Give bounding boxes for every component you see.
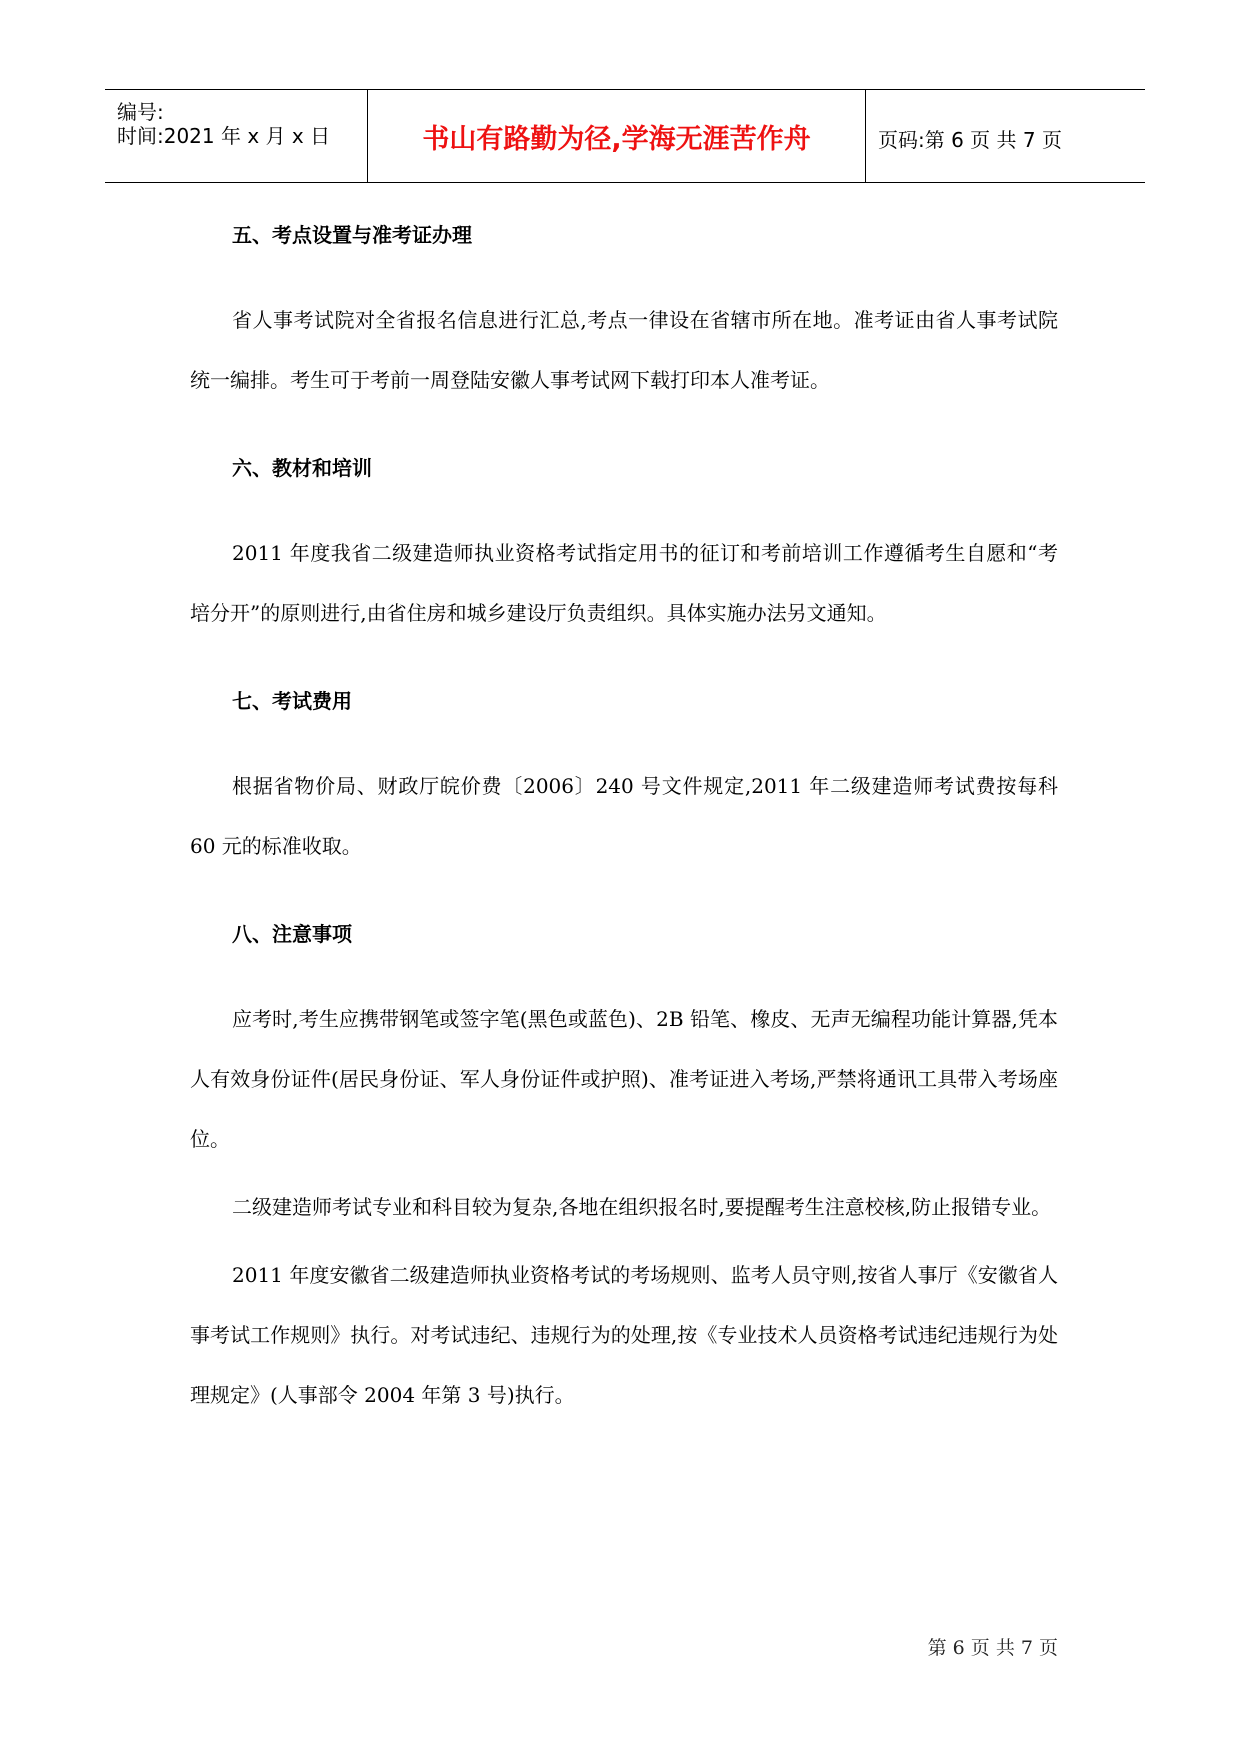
body-paragraph: 应考时,考生应携带钢笔或签字笔(黑色或蓝色)、2B 铅笔、橡皮、无声无编程功能计算器,凭本人有效身份证件(居民身份证、军人身份证件或护照)、准考证进入考场,严禁将通讯工具带入考场座位。 [190,1007,1058,1151]
time-label: 时间:2021 年 x 月 x 日 [117,124,331,148]
header-left-cell [105,90,368,182]
body-paragraph: 省人事考试院对全省报名信息进行汇总,考点一律设在省辖市所在地。准考证由省人事考试院统一编排。考生可于考前一周登陆安徽人事考试网下载打印本人准考证。 [190,308,1058,392]
body-paragraph: 二级建造师考试专业和科目较为复杂,各地在组织报名时,要提醒考生注意校核,防止报错专业。 [232,1195,1052,1219]
section-5 [190,220,1058,410]
body-paragraph: 2011 年度安徽省二级建造师执业资格考试的考场规则、监考人员守则,按省人事厅《安徽省人事考试工作规则》执行。对考试违纪、违规行为的处理,按《专业技术人员资格考试违纪违规行为处理规定》(人事部令 2004 年第 3 号)执行。 [190,1263,1058,1407]
section-heading: 六、教材和培训 [232,456,372,480]
section-8 [190,919,1058,1425]
section-heading: 八、注意事项 [232,922,352,946]
body-paragraph: 根据省物价局、财政厅皖价费〔2006〕240 号文件规定,2011 年二级建造师考试费按每科 60 元的标准收取。 [190,774,1058,858]
page-header [105,89,1145,183]
serial-label: 编号: [117,100,164,124]
page-footer: 第 6 页 共 7 页 [927,1637,1058,1659]
section-heading: 七、考试费用 [232,689,352,713]
header-page-info: 页码:第 6 页 共 7 页 [878,128,1062,152]
document-body [190,220,1058,1425]
section-6 [190,453,1058,643]
section-7 [190,686,1058,876]
section-heading: 五、考点设置与准考证办理 [232,223,472,247]
header-right-cell [866,90,1145,182]
header-middle-cell [368,90,866,182]
body-paragraph: 2011 年度我省二级建造师执业资格考试指定用书的征订和考前培训工作遵循考生自愿和“考培分开”的原则进行,由省住房和城乡建设厅负责组织。具体实施办法另文通知。 [190,541,1058,625]
header-motto: 书山有路勤为径,学海无涯苦作舟 [422,124,811,155]
